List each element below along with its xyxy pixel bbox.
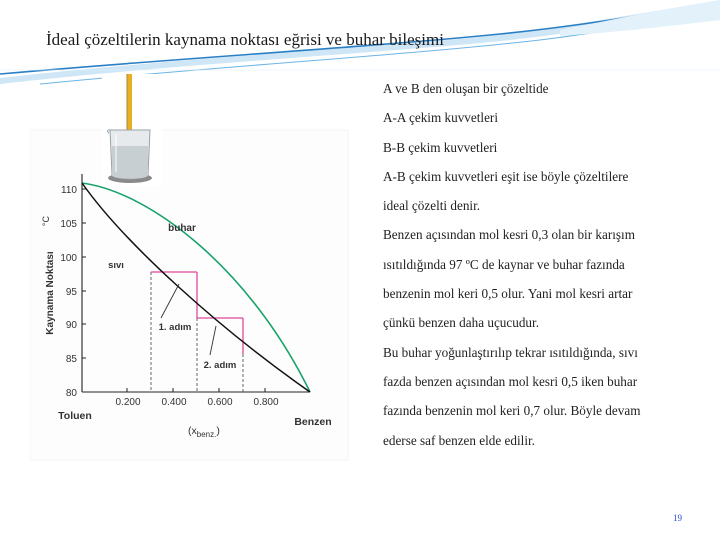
text-line: A-B çekim kuvvetleri eşit ise böyle çözeltilere xyxy=(383,168,629,184)
y-tick-label: 110 xyxy=(61,185,77,196)
liquid-label: sıvı xyxy=(108,260,124,271)
y-tick-label: 100 xyxy=(60,253,77,264)
y-tick-label: 105 xyxy=(60,219,77,230)
x-tick-label: 0.400 xyxy=(161,397,187,408)
x-axis-label-sub: benz. xyxy=(196,430,217,439)
y-tick-label: 90 xyxy=(65,320,77,331)
text-line: ideal çözelti denir. xyxy=(383,198,481,214)
text-line: A-A çekim kuvvetleri xyxy=(383,110,498,126)
x-axis-label-close: ) xyxy=(216,425,220,437)
beaker-thermometer-icon xyxy=(102,74,162,186)
text-line: benzenin mol keri 0,5 olur. Yani mol kesri artar xyxy=(383,286,633,302)
y-unit-label: °C xyxy=(41,215,51,227)
page-number: 19 xyxy=(673,513,682,523)
x-right-label: Benzen xyxy=(294,416,332,428)
text-line: Benzen açısından mol kesri 0,3 olan bir karışım xyxy=(383,227,635,243)
text-line: A ve B den oluşan bir çözeltide xyxy=(383,81,549,96)
text-line: çünkü benzen daha uçucudur. xyxy=(383,315,539,331)
boiling-point-diagram xyxy=(30,74,370,464)
explanation-text xyxy=(383,74,713,455)
step2-label: 2. adım xyxy=(203,360,237,371)
slide-title: İdeal çözeltilerin kaynama noktası eğrisi ve buhar bileşimi xyxy=(46,30,444,49)
x-tick-label: 0.800 xyxy=(253,397,279,408)
x-left-label: Toluen xyxy=(58,410,92,422)
text-line: Bu buhar yoğunlaştırılıp tekrar ısıtıldığında, sıvı xyxy=(383,344,638,360)
text-line: fazda benzen açısından mol kesri 0,5 iken buhar xyxy=(383,373,638,389)
text-line: fazında benzenin mol keri 0,7 olur. Böyle devam xyxy=(383,403,641,419)
vapor-label: buhar xyxy=(168,223,196,234)
text-line: ederse saf benzen elde edilir. xyxy=(383,432,535,448)
x-axis-label-open: (x xyxy=(188,425,197,437)
y-tick-label: 80 xyxy=(65,388,77,399)
text-line: B-B çekim kuvvetleri xyxy=(383,139,498,155)
x-tick-label: 0.600 xyxy=(207,397,233,408)
step1-label: 1. adım xyxy=(158,322,192,333)
x-tick-label: 0.200 xyxy=(115,397,141,408)
text-line: ısıtıldığında 97 ºC de kaynar ve buhar fazında xyxy=(383,256,625,272)
y-tick-label: 95 xyxy=(65,287,77,298)
y-axis-label: Kaynama Noktası xyxy=(45,251,56,335)
y-tick-label: 85 xyxy=(65,354,77,365)
